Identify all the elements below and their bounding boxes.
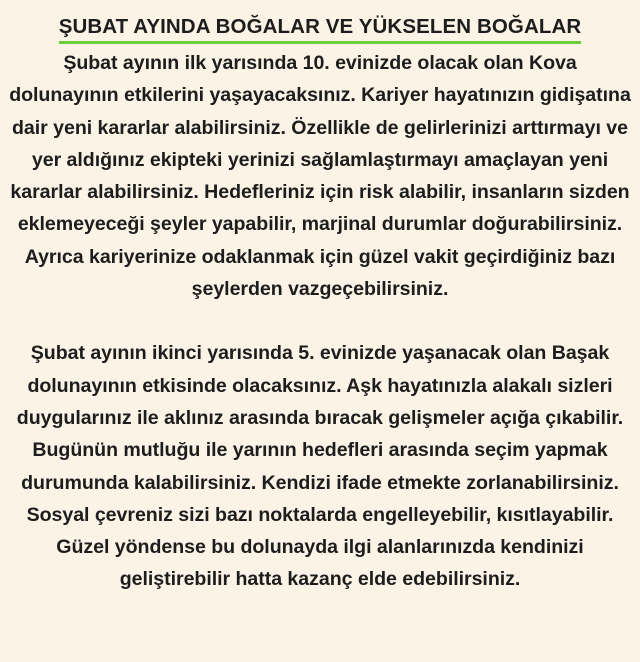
paragraph-first-half: Şubat ayının ilk yarısında 10. evinizde olacak olan Kova dolunayının etkilerini yaşayacaksınız. Kariyer hayatınızın gidişatına dair yeni kararlar alabilirsiniz. Özellikle de gelirlerinizi arttırmayı ve yer aldığınız ekipteki yerinizi sağlamlaştırmayı amaçlayan yeni kararlar alabilirsiniz. Hedefleriniz için risk alabilir, insanların sizden eklemeyeceği şeyler yapabilir, marjinal durumlar doğurabilirsiniz. Ayrıca kariyerinize odaklanmak için güzel vakit geçirdiğiniz bazı şeylerden vazgeçebilirsiniz. bbox=[9, 52, 631, 301]
paragraph-second-half: Şubat ayının ikinci yarısında 5. evinizde yaşanacak olan Başak dolunayının etkisinde olacaksınız. Aşk hayatınızla alakalı sizleri duygularınız ile aklınız arasında bıracak gelişmeler açığa çıkabilir. Bugünün mutluğu ile yarının hedefleri arasında seçim yapmak durumunda kalabilirsiniz. Kendizi ifade etmekte zorlanabilirsiniz. Sosyal çevreniz sizi bazı noktalarda engelleyebilir, kısıtlayabilir. Güzel yöndense bu dolunayda ilgi alanlarınızda kendinizi geliştirebilir hatta kazanç elde edebilirsiniz. bbox=[16, 342, 624, 591]
page-title: ŞUBAT AYINDA BOĞALAR VE YÜKSELEN BOĞALAR bbox=[59, 14, 582, 44]
